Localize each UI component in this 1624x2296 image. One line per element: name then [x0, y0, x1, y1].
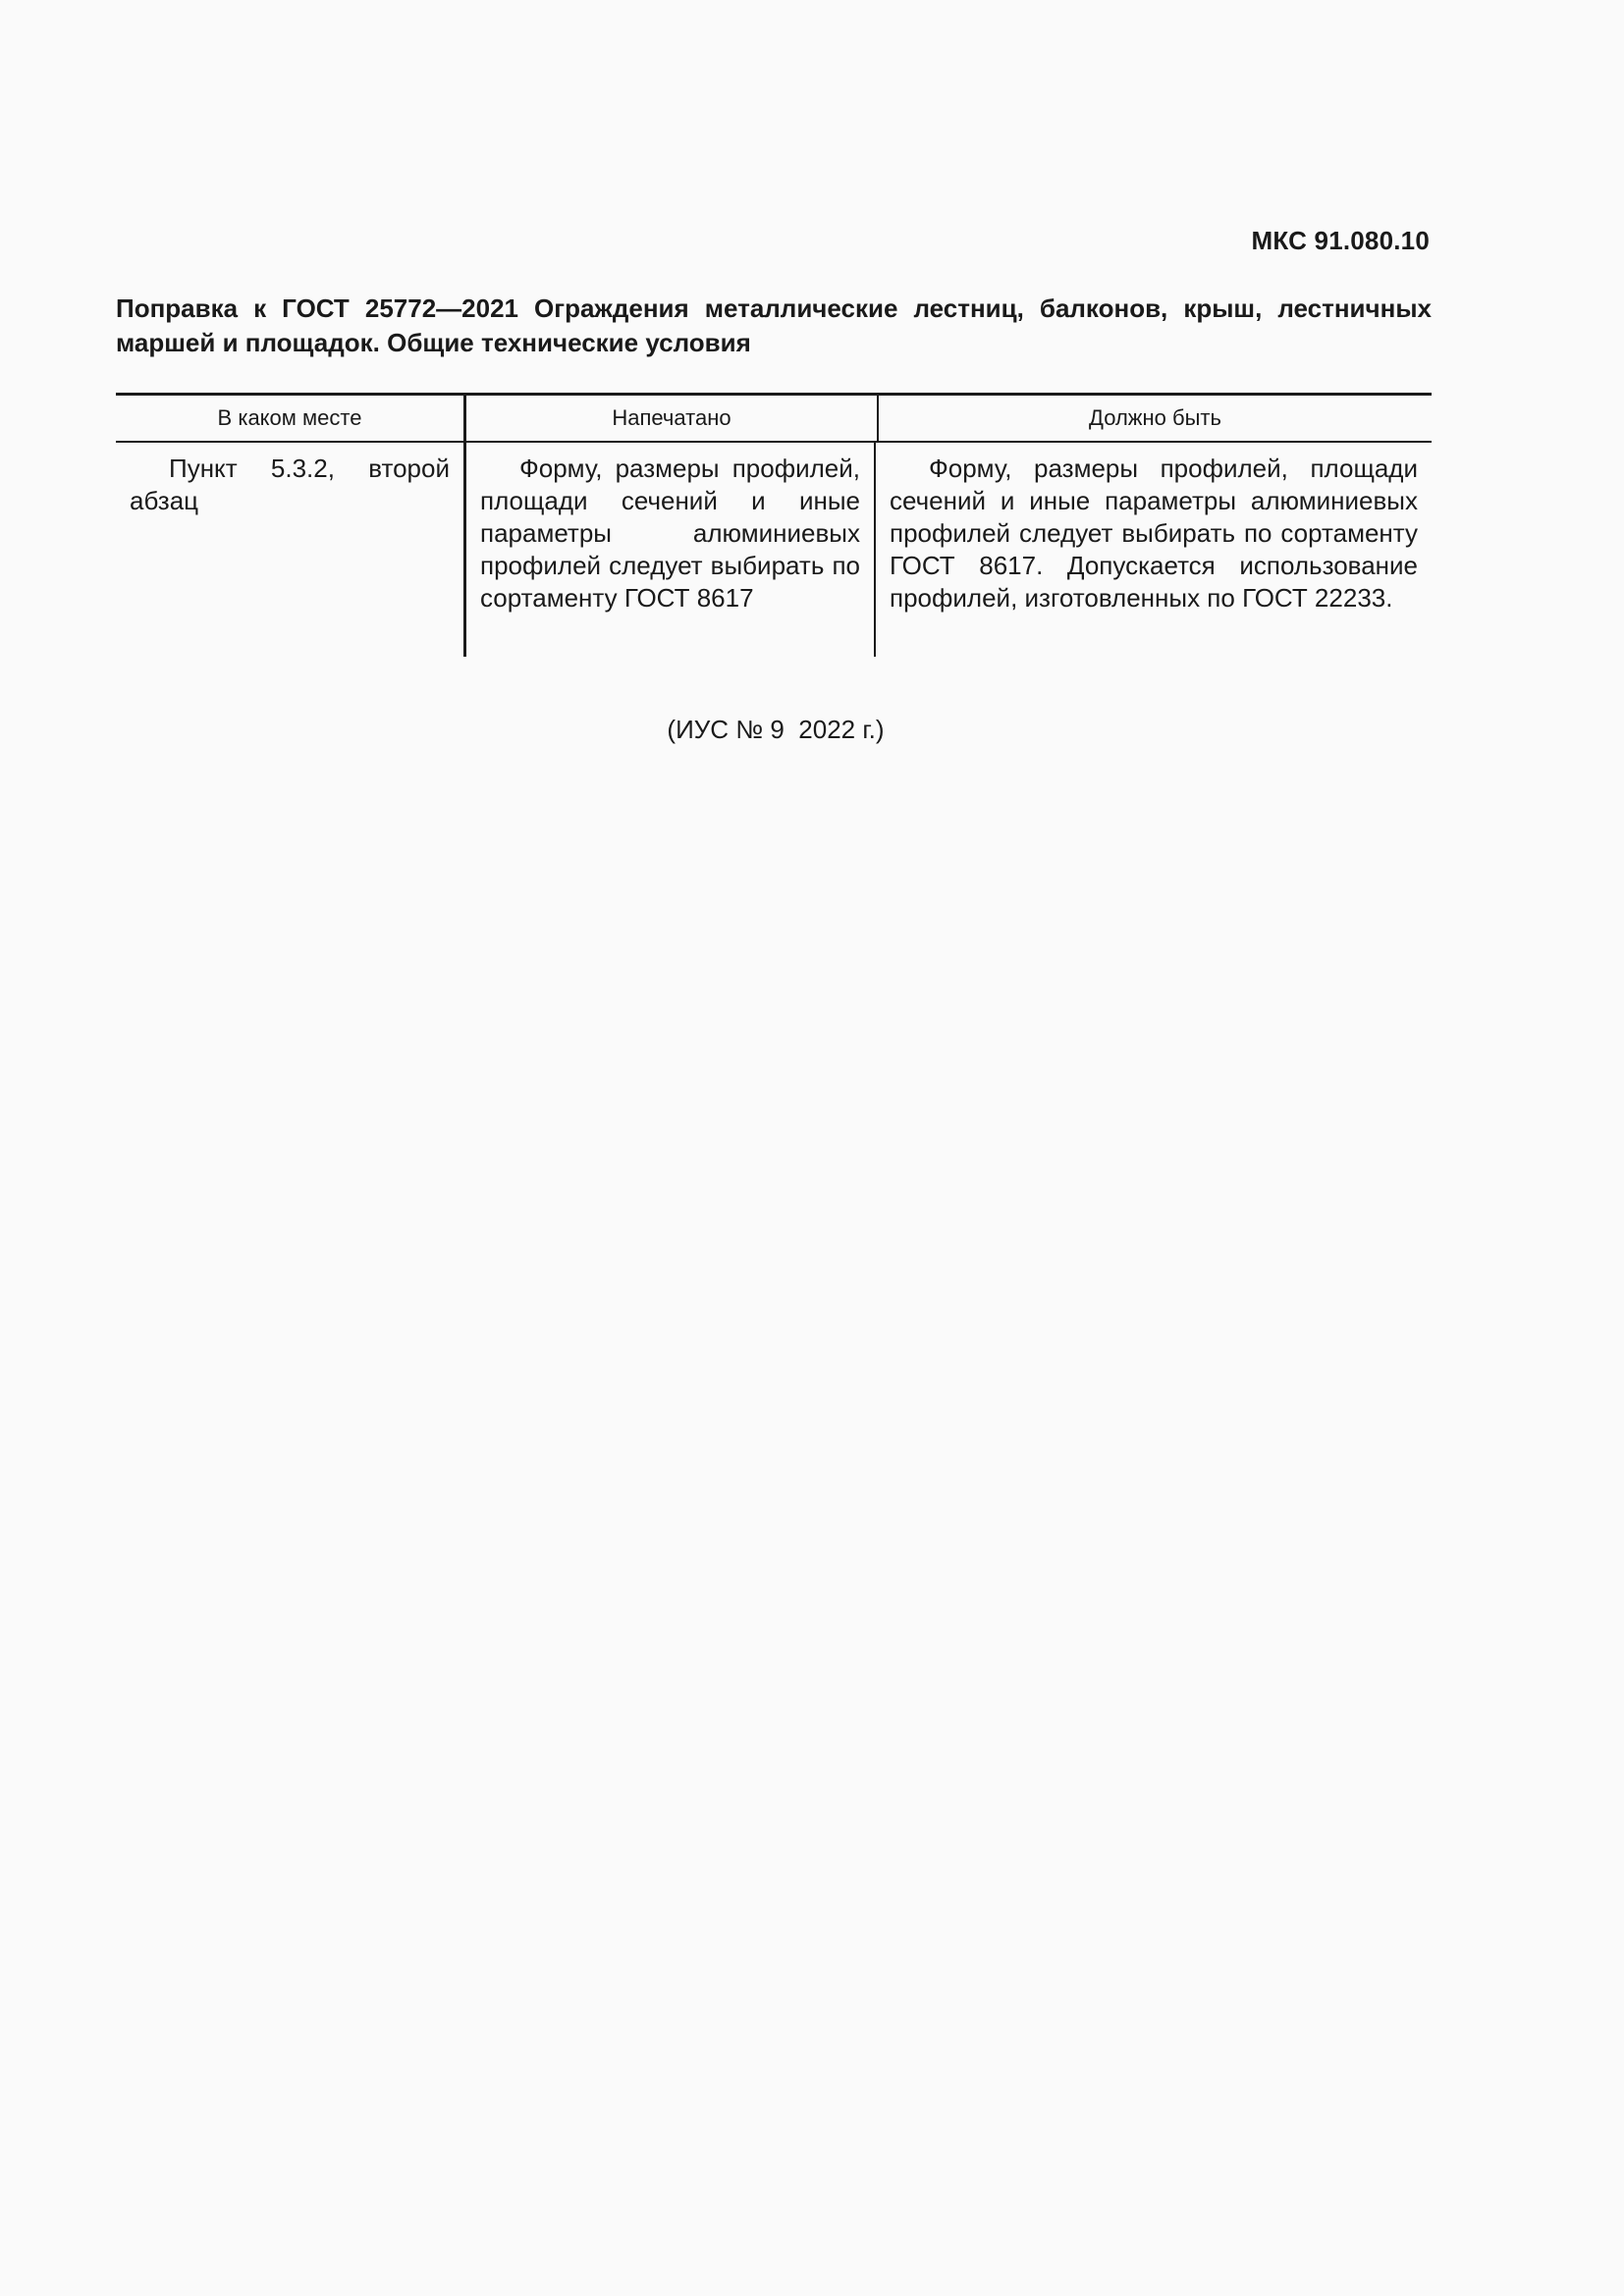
- printed-text: Форму, размеры профилей, площади сечений и иные параметры алюминиевых профилей следует выбирать по сортаменту ГОСТ 8617: [480, 454, 860, 613]
- document-title: Поправка к ГОСТ 25772—2021 Ограждения металлические лестниц, балконов, крыш, лестничных маршей и площадок. Общие технические условия: [116, 294, 1432, 357]
- header-printed: Напечатано: [463, 396, 877, 441]
- classification-code: МКС 91.080.10: [1251, 226, 1430, 255]
- publication-reference: (ИУС № 9 2022 г.): [667, 715, 885, 744]
- location-text: Пункт 5.3.2, второй абзац: [130, 454, 450, 515]
- should-be-text: Форму, размеры профилей, площади сечений и иные параметры алюминиевых профилей следует выбирать по сортаменту ГОСТ 8617. Допускается использование профилей, изготовленных по ГОСТ 22233.: [890, 454, 1418, 613]
- header-location: В каком месте: [217, 405, 362, 430]
- cell-should-be: [874, 443, 1432, 657]
- header-should-be: Должно быть: [877, 396, 1432, 441]
- table-row: [116, 443, 1432, 657]
- correction-table: [116, 393, 1432, 657]
- cell-printed: [463, 443, 874, 657]
- cell-location: [116, 443, 463, 657]
- table-header-row: [116, 396, 1432, 443]
